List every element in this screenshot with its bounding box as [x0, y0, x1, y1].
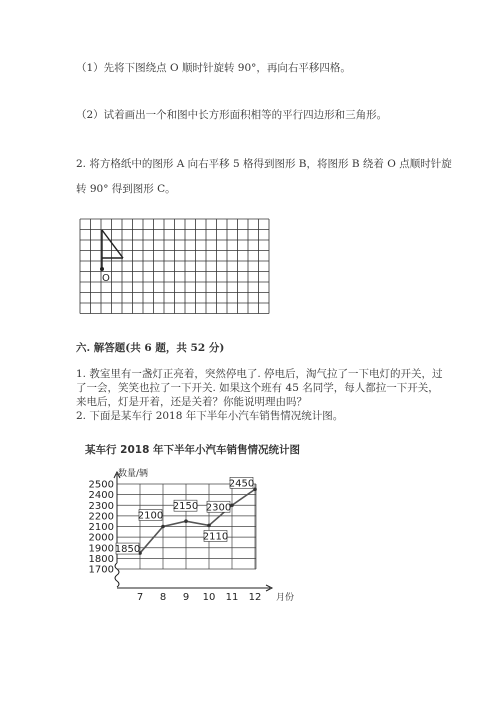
question-2-text: （2）试着画出一个和图中长方形面积相等的平行四边形和三角形。 — [76, 109, 388, 121]
section-6-heading: 六. 解答题(共 6 题，共 52 分) — [76, 342, 225, 354]
data-label: 2110 — [202, 531, 229, 543]
section-6-q1-line-3: 来电后，灯是开着，还是关着？你能说明理由吗？ — [76, 396, 307, 408]
y-tick-label: 2200 — [88, 511, 114, 523]
y-tick-label: 1700 — [88, 564, 114, 576]
question-1-text: （1）先将下图绕点 O 顺时针旋转 90°，再向右平移四格。 — [76, 62, 351, 74]
x-tick-label: 9 — [182, 592, 190, 603]
y-tick-label: 1800 — [88, 553, 114, 565]
grid-lines — [80, 219, 269, 314]
problem-2-line-2: 转 90° 得到图形 C。 — [76, 183, 176, 195]
data-label: 2100 — [137, 510, 164, 522]
y-tick-label: 2000 — [88, 532, 114, 544]
grid-figure — [0, 0, 500, 340]
data-label: 2450 — [228, 478, 255, 490]
data-label: 2150 — [172, 501, 199, 513]
x-tick-label: 8 — [159, 592, 167, 603]
chart-title: 某车行 2018 年下半年小汽车销售情况统计图 — [85, 444, 301, 456]
y-tick-label: 2100 — [88, 522, 114, 533]
data-point — [207, 524, 211, 528]
point-o-label: O — [102, 273, 110, 284]
y-tick-label: 2500 — [88, 479, 114, 491]
data-point — [184, 519, 188, 523]
chart-axes — [89, 472, 272, 603]
y-tick-label: 2400 — [88, 490, 114, 502]
x-tick-label: 12 — [248, 592, 262, 603]
y-tick-label: 1900 — [88, 543, 114, 555]
sales-line-chart — [0, 430, 500, 610]
x-axis-label: 月份 — [276, 593, 295, 603]
x-tick-label: 10 — [202, 592, 216, 603]
problem-2-line-1: 2. 将方格纸中的图形 A 向右平移 5 格得到图形 B，将图形 B 绕着 O 点顺时针旋 — [76, 158, 452, 170]
figure-a-diagonal — [102, 230, 123, 258]
section-6-q1-line-1: 1. 教室里有一盏灯正亮着，突然停电了. 停电后，淘气拉了一下电灯的开关，过 — [76, 368, 443, 380]
y-tick-label: 2300 — [88, 500, 114, 512]
section-6-q2-line: 2. 下面是某车行 2018 年下半年小汽车销售情况统计图。 — [76, 410, 344, 422]
section-6-q1-line-2: 了一会，笑笑也拉了一下开关. 如果这个班有 45 名同学，每人都拉一下开关， — [76, 382, 439, 394]
x-tick-label: 11 — [225, 592, 239, 603]
data-label: 2300 — [205, 502, 232, 514]
chart-grid — [114, 484, 256, 569]
point-o-marker — [100, 267, 104, 271]
axis-break-mark — [115, 563, 119, 587]
y-axis-label: 数量/辆 — [118, 469, 149, 479]
data-point — [161, 525, 165, 529]
data-label: 1850 — [114, 544, 141, 556]
x-tick-label: 7 — [136, 592, 144, 603]
